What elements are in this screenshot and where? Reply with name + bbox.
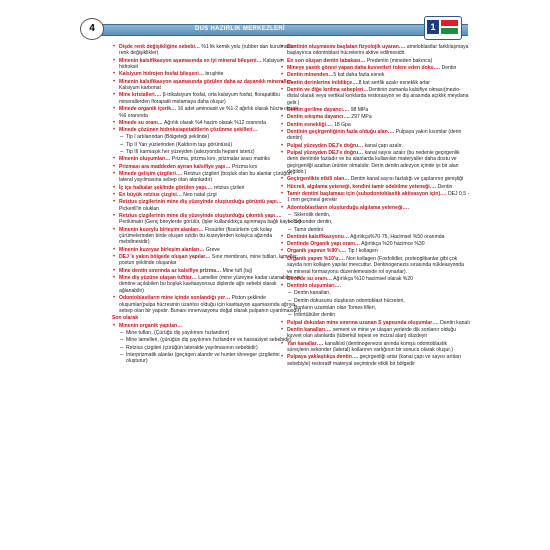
item-term: Dentinde Organik yapı oranı… (287, 241, 361, 248)
list-item (280, 276, 470, 282)
list-item (280, 234, 470, 240)
sub-list-item (112, 345, 302, 351)
item-text: Sklerotik dentin, (294, 212, 331, 218)
section-heading: Son olarak (112, 315, 139, 322)
item-text: Dentin (436, 183, 453, 190)
item-text: Non kollagen (Fosfolidler, proteoglikanlar gibi çok sayıda non kollajen yapılar mevcuttur. Dentinogenezis sırasında nükleasyonda ve mineral formasyonu düzenlemesinde rol oynarlar). (287, 255, 464, 275)
item-term: Organik yapının %90'ı…. (287, 248, 347, 255)
item-term: Dentin esnekliği…. (287, 121, 333, 128)
item-term: Odontoblastların mine içinde sonlandığı yer… (119, 295, 231, 302)
item-text: Tip I artılarından (Bölgeteği şeklinde) (126, 134, 210, 141)
list-item (280, 114, 470, 120)
list-item (112, 275, 302, 294)
item-term: Organik yapım %10'u…. (287, 255, 345, 262)
list-item (112, 254, 302, 267)
item-text: Perikimatri (Genç bireylerde görülür, (işler kullanıldıkça aşınmaya bağlı kaybolur) (119, 219, 301, 226)
item-text: Tip III karmaşık her yüzeyden (adezyonda hepsini isteriz) (126, 149, 255, 155)
item-term: Adontoblastların oluşturduğu algılama yeteneği…. (287, 204, 409, 211)
list-item (280, 87, 470, 106)
item-term: Dentin derinlerine inildikçe…. (287, 79, 359, 86)
item-term: Pulpaya yaklaştıkça dentin…. (287, 354, 359, 361)
item-term: Minede gelişim çizgileri…. (119, 170, 183, 177)
item-text: 8 kat sertlik azalır esneklik artar (358, 79, 430, 86)
sub-list-item (112, 330, 302, 336)
item-text: 5 kat daha fazla esnek (333, 72, 385, 79)
item-term: Pulpal yüzeyden DEJ'e doğru… (287, 142, 364, 149)
item-term: Geçirgenlikte etkili olan… (287, 176, 350, 183)
item-text: Lameller (mine yüzeyine kadar uzanabilen ve dentine açılabilen bu boşluk kavitasyonsuz dişlerde ağrı sebebi olarak ağlanabilir) (119, 275, 301, 294)
item-term: DEJ 'e yakın bölgede oluşan yapılar… (119, 254, 211, 260)
item-term: Minede çözünen hidroksiapetatitlerin çözünme şekilleri… (119, 127, 258, 134)
item-term: Prizması ara maddeden ayıran kalsifiye yapı… (119, 163, 231, 170)
item-text: Kalsiyum karbonat (119, 85, 161, 92)
item-term: Minenin kalsifikasyon aşamasında görülen daha az dayanıklı mineraller… (119, 78, 297, 85)
item-term: Minede su oranı… (119, 119, 163, 126)
sub-list-item (280, 212, 470, 218)
item-text: Bunların uzantıları olan Tomes lifleri, (294, 305, 377, 312)
list-item (112, 164, 302, 170)
sub-list-item (280, 298, 470, 304)
list-item (112, 227, 302, 246)
item-text: kanallılıd (dentinogenezis anında komşu odontoblastik süreçlerin sekonder (lateral) kollarının varlığının bir sonucu olarak oluşur.) (287, 340, 453, 354)
item-term: Retzius çizgilerinin mine diş yüzeyinde oluşturduğu çıkıntılı yapı…. (119, 212, 282, 219)
list-item (280, 256, 470, 275)
list-item (280, 122, 470, 128)
list-item (280, 150, 470, 176)
list-item (112, 295, 302, 314)
list-item (112, 44, 302, 57)
item-text: DEJ 0,5 - 1 mm geçmesi gerekir (287, 191, 470, 204)
item-text: Neo natal çizgi (181, 191, 217, 198)
item-term: Minenin organik yapıları… (119, 322, 183, 329)
item-text: Dentin kanalı (438, 319, 470, 326)
item-text: Mine lamelleri, (çürüğün diş yayılımını hızlandırır ve hassasiyet sebebidir) (126, 337, 292, 344)
list-item (280, 107, 470, 113)
list-item (280, 129, 470, 142)
list-item (112, 71, 302, 77)
item-term: Dentinin geçirgenliğinin fazla olduğu alan…. (287, 128, 395, 135)
sub-list-item (280, 227, 470, 233)
item-text: Dentin kanal sayısı fazlalığı ve çaplarının genişliği (349, 176, 464, 183)
item-term: Minenin kuzeylu birleşim alanları… (119, 226, 204, 233)
list-item (112, 58, 302, 71)
sub-list-item (112, 352, 302, 365)
item-text: Ağırlık olarak %4 hacim olarak %12 oranında (162, 119, 266, 126)
list-item (280, 143, 470, 149)
item-text: kanal sayısı azalır (bu nedenle geçirgenlik derin dentinde fazladır ve bu alanlarda kullanılan materyaller daha dostu ve geçirgenliği azaltan ürünler olmalıdır. Derin dentin adezyon içinde iyi bir alan değildir.) (287, 149, 460, 176)
header-title: DUS HAZIRLIK MERKEZLERİ (195, 26, 285, 32)
item-term: Dentin minenden… (287, 72, 334, 79)
item-term: En büyük retzius çizgisi… (119, 191, 182, 198)
item-term: Dişde renk değişikliğine sebebi… (119, 44, 200, 50)
item-text: retzius çizileri (212, 184, 245, 191)
list-item (280, 341, 470, 354)
page-header (0, 0, 550, 50)
list-item (280, 58, 470, 64)
list-item (112, 247, 302, 253)
sub-list-item (280, 305, 470, 311)
sub-list-item (280, 290, 470, 296)
logo-green-bar (441, 28, 458, 34)
sub-list-item (112, 337, 302, 343)
item-text: Prizma, prizma kını, prizmalar arası matriks (170, 156, 270, 163)
item-text: Fissürler (fissürlerin çok kolay çürümelerinden birde oluşan ozidin bu kuzeylerden kolayca ağzında mebdinesidir) (119, 226, 273, 246)
item-term: Mine kristalleri…. (119, 92, 162, 99)
right-column (280, 44, 470, 368)
item-text: sement ve mine ye ulaşan yerlerde dik sonlanır olduğu kuvvet olan alanlarda (tüberkül tepesi ve incizal alan) düzdeyir (287, 326, 457, 340)
list-item (280, 354, 470, 367)
item-text: Ağırlıkça%70-75, Hacimsel %50 oranında (349, 233, 445, 240)
item-text: geçirgenliği artar (kanal çapı ve sayısı artıları sebebiyle) restoratif materyal seçiminde etkili bir bölgedir (287, 354, 462, 367)
logo-number: 1 (427, 20, 439, 34)
item-term: Dentinin oluşumları…. (287, 283, 342, 290)
item-term: Minenin kuzeyaz birleşim alanları… (119, 246, 205, 253)
item-text: Ağırlıkça %20 hacimce %30 (360, 241, 425, 248)
sub-list-item (280, 219, 470, 225)
item-term: Tamir dentini başlaması için (subodontoblastik aktivasyon için)…. (287, 191, 447, 197)
item-term: Dentin ve diğe kırılma sebepleri… (287, 86, 369, 93)
item-text: Ağırlıkça %10 hacimsel olarak %20 (332, 275, 413, 282)
list-item (112, 192, 302, 198)
item-term: Mine dentin sınırında az kalsifiye prizma… (119, 267, 222, 274)
item-term: Dentinin oluşmasını başlatan fizyolojik uyaran…. (287, 44, 406, 50)
list-item (280, 184, 470, 190)
list-item (280, 241, 470, 247)
sub-list-item (112, 134, 302, 140)
list-item (280, 205, 470, 211)
list-item (280, 176, 470, 182)
item-term: Minenin oluşumları… (119, 156, 171, 163)
list-item (112, 171, 302, 184)
item-text: Retzius çizgileri (boşluk olan bu alanlar çürüğün lateral yayılmasına sebep olan alanlardır) (119, 170, 292, 184)
list-item (280, 44, 470, 57)
list-item (112, 79, 302, 92)
item-text: Kalsiyum hidroksit (119, 57, 284, 71)
item-text: Retzius çizgileri (çürüğün lateralde yayılmasının sebebidir) (126, 344, 258, 351)
list-item (112, 92, 302, 105)
item-text: bruşhite (203, 71, 224, 78)
item-text: Dentinin zamanla kalsifiye olması(mezio-distal olarak veya vertikal kırıklarda restorasyon ve diş arasında açıklık meydana gelir.) (287, 86, 469, 106)
item-text: Tamir dentini (294, 226, 323, 233)
item-term: Mineye yastık görevi yapan daha kuvvetleri tolere eden doku…. (287, 65, 441, 71)
left-column (112, 44, 302, 366)
item-text: Dentin kanalları, (294, 290, 331, 297)
item-text: İntertübüler dentin (294, 312, 336, 319)
item-term: Dentinin kalsifikasyonu… (287, 233, 349, 240)
item-text: Prizma kını (230, 163, 258, 170)
list-item (280, 65, 470, 71)
item-term: Pulpal yüzeyden DEJ'e doğru… (287, 149, 364, 156)
item-term: Retzius çizgilerinin mine diş yüzeyinde oluşturduğu görüntü yapı… (119, 199, 282, 206)
list-item (280, 191, 470, 204)
item-term: İç içe halkalar şeklinde görülen yapı…. (119, 184, 213, 191)
list-item (112, 127, 302, 133)
item-text: β-trikalsiyum fosfat, orta kalsiyum fosfat, florapatitbu minerallerden florapatit metamaya daha oluşur) (119, 92, 280, 105)
sub-list-item (280, 312, 470, 318)
sub-list-item (112, 149, 302, 155)
item-term: Mine diş yüzüne ulaşan tuftlar… (119, 275, 197, 281)
item-term: Dentin kanalları…. (287, 326, 332, 333)
item-term: Minenin kalsifikasyon aşamasında en iyi mineral bileşeni… (119, 57, 262, 64)
list-item (112, 185, 302, 191)
item-text: Piston şeklinde oluşumlar(pulpa hücresinin uzantısı olduğu için kavitasyon aşamasında ağrıya sebep olan bir yapıdır. Bunanı innervasyonu doğal olarak pulpanın uyarılmasıdır) (119, 295, 302, 314)
item-text: Tip II Yan yüzlerinden (Kaldırım taşı görüntüsü) (126, 141, 233, 148)
item-text: Pickerill'in olukları (119, 205, 160, 212)
list-item (280, 248, 470, 254)
item-text: 297 MPa (349, 114, 372, 121)
item-text: Dentin (440, 65, 457, 71)
sub-list-item (112, 142, 302, 148)
item-term: Minede organik içerik… (119, 106, 177, 113)
item-text: Greve (204, 246, 220, 253)
item-text: kanal çapı azalır. (363, 142, 403, 149)
list-item (280, 327, 470, 340)
list-item (280, 320, 470, 326)
list-item (112, 268, 302, 274)
list-item (280, 80, 470, 86)
item-text: Mine tufları, (Çürüğü diş yayılımını hızlandırır) (126, 330, 230, 337)
item-term: Kalsiyum hidrojen fosfat bileşeni… (119, 71, 204, 78)
item-text: Mine tuft (tuj) (221, 267, 253, 274)
item-text: İnterprizmatik alanlar (geçirgen alandır ve hunter shreeger çizgilerini oluşturur) (126, 351, 280, 365)
item-term: En son oluşan dentin tabakası… (287, 57, 366, 64)
item-text: Sınır membranı, mine tutiları, lameller, postun şeklinde oluşanlar (119, 254, 298, 267)
item-term: Pulpal dokudan mine sınırına uzanan S yapısında oluşumlar…. (287, 319, 439, 326)
list-item (280, 283, 470, 289)
item-text: Predentin (mineden bakınca) (365, 57, 433, 64)
item-text: 18 Gpa (332, 121, 351, 128)
item-term: Hücreli, algılama yeteneği, kendini tamir edebilme yeteneği…. (287, 183, 437, 190)
item-text: 98 MPa (349, 107, 369, 113)
item-text: Dentin dokusunu oluşturan odontoblast hücreleri, (294, 297, 405, 304)
list-item (112, 156, 302, 162)
item-term: Dentin gerilme dayancı…. (287, 107, 350, 113)
list-item (112, 199, 302, 212)
item-text: Tip I kollagen (346, 248, 378, 255)
page-number: 4 (80, 18, 104, 40)
list-item (280, 72, 470, 78)
item-text: %1 lik kemik yolu (rubber dan kurulmadan renk değişiklikler) (119, 44, 297, 57)
item-text: Pulpaya yakın kısımlar (derin dentin) (287, 128, 462, 142)
item-term: Yan kanallar…. (287, 340, 324, 347)
list-item (112, 106, 302, 119)
item-text: ameloblastlar farklılaşmaya başlayınca odontoblast hücrelerini aktive edilmesidir. (287, 44, 469, 57)
item-term: Dentin sıkışma dayancı…. (287, 114, 350, 121)
list-item (112, 120, 302, 126)
logo-red-bar (441, 20, 458, 26)
list-item (112, 213, 302, 226)
item-term: Dentide su oranı… (287, 275, 333, 282)
brand-logo-icon (424, 16, 462, 40)
list-item (112, 323, 302, 329)
item-text: Sekonder dentin, (294, 219, 333, 226)
item-text: 16 adet aminoasit ve %1-2 ağırlık olarak hücre olarak %6 oranında (119, 106, 298, 119)
